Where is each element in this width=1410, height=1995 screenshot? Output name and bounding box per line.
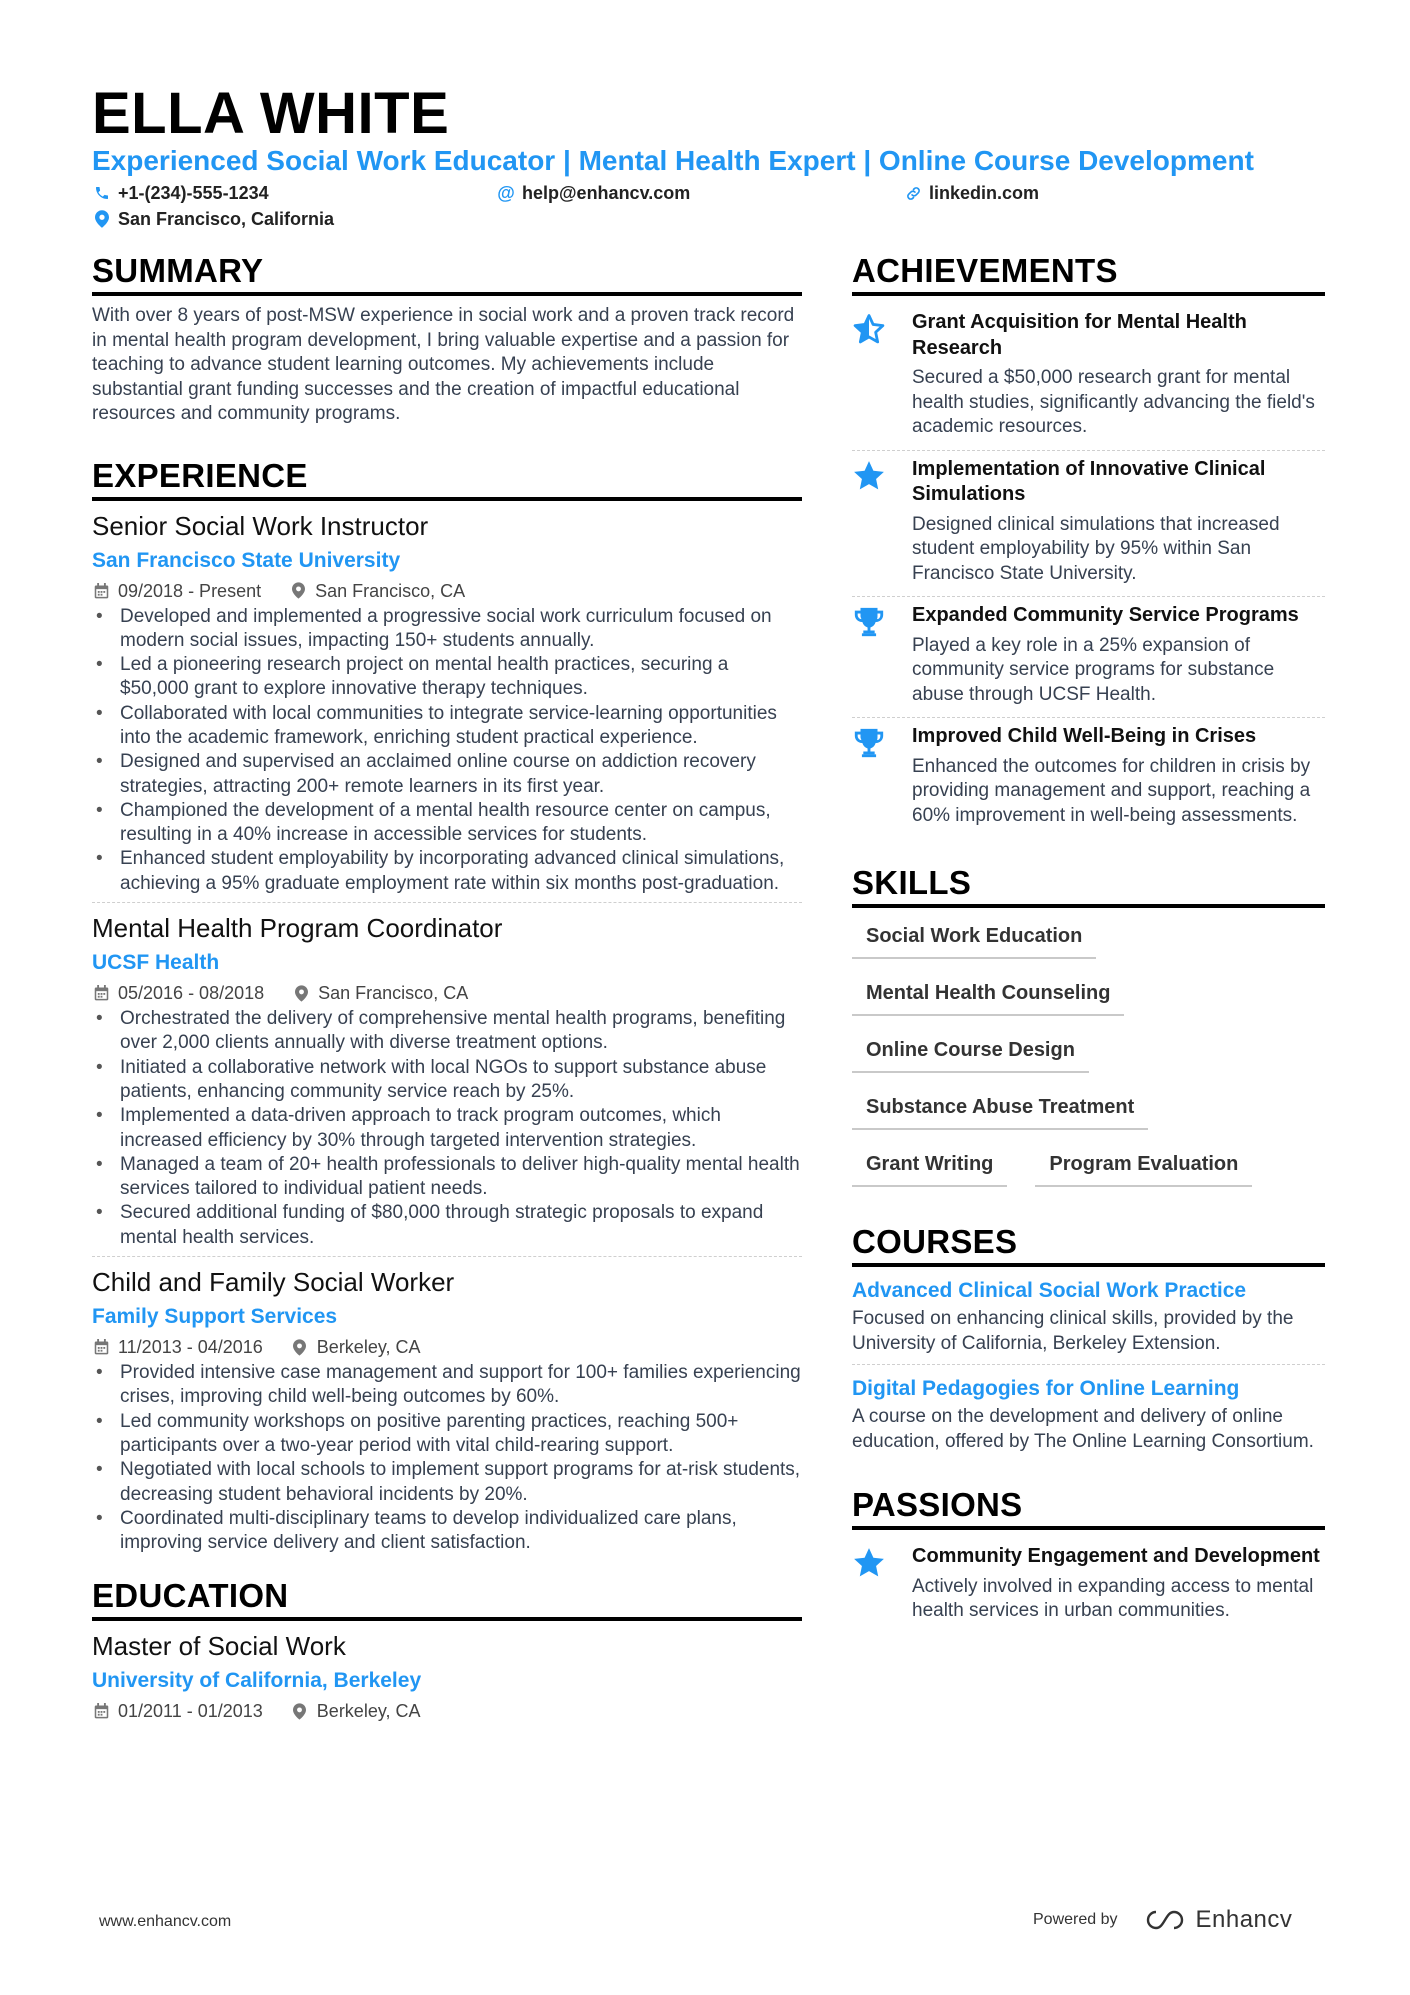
contact-linkedin[interactable] bbox=[903, 181, 1039, 205]
achievement-item bbox=[852, 451, 1325, 598]
job-location bbox=[292, 981, 468, 1005]
linkedin-text: linkedin.com bbox=[929, 183, 1040, 203]
achievements-heading: ACHIEVEMENTS bbox=[852, 250, 1325, 296]
powered-by-text: Powered by bbox=[1033, 1911, 1118, 1928]
courses-heading: COURSES bbox=[852, 1221, 1325, 1267]
item-text bbox=[912, 457, 1325, 587]
contact-phone[interactable] bbox=[92, 181, 269, 205]
calendar-icon bbox=[92, 1338, 110, 1356]
left-column bbox=[92, 250, 802, 1723]
star-outline-icon bbox=[852, 310, 912, 440]
item-title: Expanded Community Service Programs bbox=[912, 604, 1299, 626]
job-title: Mental Health Program Coordinator bbox=[92, 913, 503, 944]
course-item bbox=[852, 1275, 1325, 1365]
experience-item bbox=[92, 1265, 802, 1555]
footer-website[interactable]: www.enhancv.com bbox=[99, 1913, 232, 1930]
skills-list bbox=[852, 916, 1325, 1201]
skill-tag: Online Course Design bbox=[852, 1030, 1089, 1073]
passion-item bbox=[852, 1538, 1325, 1634]
star-icon bbox=[852, 1544, 912, 1624]
job-bullet: • Led community workshops on positive parenting practices, reaching 500+ participants over a two-year period with vital child-rearing support. bbox=[92, 1410, 802, 1459]
trophy-icon bbox=[852, 603, 912, 707]
job-bullet: • Implemented a data-driven approach to track program outcomes, which increased efficiency by 30% through targeted intervention strategies. bbox=[92, 1104, 802, 1153]
calendar-icon bbox=[92, 1702, 110, 1720]
footer-branding bbox=[1033, 1906, 1292, 1934]
job-bullet: • Collaborated with local communities to integrate service-learning opportunities into the academic framework, enriching student practical experience. bbox=[92, 702, 802, 751]
education-section bbox=[92, 1575, 802, 1723]
job-bullets bbox=[92, 605, 802, 897]
skill-tag: Program Evaluation bbox=[1035, 1144, 1252, 1187]
job-dates-text: 05/2016 - 08/2018 bbox=[118, 983, 265, 1004]
location-pin-icon bbox=[291, 1338, 309, 1356]
job-bullet: • Enhanced student employability by incorporating advanced clinical simulations, achieving a 95% graduate employment rate within six months post-graduation. bbox=[92, 847, 802, 896]
item-description: Designed clinical simulations that increased student employability by 95% within San Francisco State University. bbox=[912, 513, 1280, 584]
location-pin-icon bbox=[291, 1702, 309, 1720]
experience-heading: EXPERIENCE bbox=[92, 455, 802, 501]
company-name: San Francisco State University bbox=[92, 548, 401, 572]
education-location-text: Berkeley, CA bbox=[316, 1701, 421, 1722]
phone-icon bbox=[92, 183, 112, 203]
education-location bbox=[291, 1699, 421, 1723]
job-dates-text: 09/2018 - Present bbox=[118, 580, 262, 601]
job-dates bbox=[92, 981, 264, 1005]
link-icon bbox=[903, 183, 923, 203]
item-description: Enhanced the outcomes for children in crisis by providing management and support, reaching a 60% improvement in well-being assessments. bbox=[912, 755, 1311, 826]
passions-section bbox=[852, 1484, 1325, 1634]
course-title: Digital Pedagogies for Online Learning bbox=[852, 1377, 1240, 1400]
location-text: San Francisco, California bbox=[118, 209, 335, 229]
item-description: Secured a $50,000 research grant for mental health studies, significantly advancing the field's academic resources. bbox=[912, 367, 1315, 437]
education-dates bbox=[92, 1699, 263, 1723]
summary-section bbox=[92, 250, 802, 427]
trophy-icon bbox=[852, 724, 912, 828]
achievements-list bbox=[852, 304, 1325, 838]
contact-email[interactable] bbox=[496, 181, 690, 205]
job-bullet: • Managed a team of 20+ health professionals to deliver high-quality mental health services tailored to individual patient needs. bbox=[92, 1153, 802, 1202]
phone-text: +1-(234)-555-1234 bbox=[118, 183, 269, 203]
achievement-item bbox=[852, 597, 1325, 718]
job-bullet: • Secured additional funding of $80,000 through strategic proposals to expand mental health services. bbox=[92, 1201, 802, 1250]
skill-row bbox=[852, 1030, 1325, 1087]
achievement-item bbox=[852, 718, 1325, 838]
item-title: Improved Child Well-Being in Crises bbox=[912, 725, 1257, 747]
item-title: Implementation of Innovative Clinical Simulations bbox=[912, 457, 1266, 505]
achievements-section bbox=[852, 250, 1325, 838]
job-location-text: Berkeley, CA bbox=[316, 1337, 421, 1358]
course-item bbox=[852, 1373, 1325, 1462]
email-text: help@enhancv.com bbox=[522, 183, 691, 203]
job-meta bbox=[92, 981, 802, 1005]
skill-tag: Grant Writing bbox=[852, 1144, 1007, 1187]
education-meta bbox=[92, 1699, 802, 1723]
job-dates-text: 11/2013 - 04/2016 bbox=[118, 1337, 263, 1358]
job-location bbox=[291, 1335, 421, 1359]
course-description: A course on the development and delivery of online education, offered by The Online Learning Consortium. bbox=[852, 1406, 1314, 1452]
calendar-icon bbox=[92, 984, 110, 1002]
job-bullet: • Negotiated with local schools to implement support programs for at-risk students, decreasing student behavioral incidents by 20%. bbox=[92, 1458, 802, 1507]
course-title: Advanced Clinical Social Work Practice bbox=[852, 1279, 1247, 1302]
course-description: Focused on enhancing clinical skills, provided by the University of California, Berkeley Extension. bbox=[852, 1308, 1294, 1354]
education-heading: EDUCATION bbox=[92, 1575, 802, 1621]
item-text bbox=[912, 724, 1325, 828]
item-description: Played a key role in a 25% expansion of community service programs for substance abuse through UCSF Health. bbox=[912, 634, 1275, 705]
job-dates bbox=[92, 1335, 263, 1359]
skills-heading: SKILLS bbox=[852, 862, 1325, 908]
skill-row bbox=[852, 1087, 1325, 1144]
job-bullet: • Provided intensive case management and support for 100+ families experiencing crises, improving child well-being outcomes by 60%. bbox=[92, 1361, 802, 1410]
candidate-name: ELLA WHITE bbox=[92, 81, 450, 146]
experience-item bbox=[92, 911, 802, 1250]
job-location-text: San Francisco, CA bbox=[318, 983, 469, 1004]
right-column bbox=[852, 250, 1325, 1634]
job-title: Child and Family Social Worker bbox=[92, 1267, 455, 1298]
summary-text: With over 8 years of post-MSW experience in social work and a proven track record in mental health program development, I bring valuable expertise and a passion for teaching to advance student learning outcomes. My achievements include substantial grant funding successes and the creation of impactful educational resources and community programs. bbox=[92, 305, 795, 424]
school: University of California, Berkeley bbox=[92, 1669, 422, 1693]
at-icon: @ bbox=[497, 183, 515, 203]
courses-section bbox=[852, 1221, 1325, 1462]
brand-name: Enhancv bbox=[1195, 1906, 1293, 1933]
skill-row bbox=[852, 1144, 1325, 1201]
job-title: Senior Social Work Instructor bbox=[92, 510, 429, 541]
job-bullets bbox=[92, 1361, 802, 1555]
item-text bbox=[912, 1544, 1325, 1624]
headline: Experienced Social Work Educator | Mental Health Expert | Online Course Development bbox=[92, 145, 1254, 176]
skill-tag: Mental Health Counseling bbox=[852, 973, 1124, 1016]
item-title: Community Engagement and Development bbox=[912, 1545, 1320, 1567]
summary-heading: SUMMARY bbox=[92, 250, 802, 296]
job-bullet: • Championed the development of a mental health resource center on campus, resulting in a 40% increase in accessible services for students. bbox=[92, 799, 802, 848]
item-description: Actively involved in expanding access to mental health services in urban communities. bbox=[912, 1575, 1314, 1621]
job-meta bbox=[92, 579, 802, 603]
job-dates bbox=[92, 579, 261, 603]
skills-section bbox=[852, 862, 1325, 1201]
company-name: Family Support Services bbox=[92, 1305, 338, 1329]
job-bullets bbox=[92, 1007, 802, 1250]
experience-list bbox=[92, 509, 802, 1556]
education-dates-text: 01/2011 - 01/2013 bbox=[118, 1701, 263, 1722]
job-location bbox=[289, 579, 465, 603]
divider bbox=[92, 1256, 802, 1257]
achievement-item bbox=[852, 304, 1325, 451]
degree: Master of Social Work bbox=[92, 1631, 346, 1662]
job-bullet: • Orchestrated the delivery of comprehensive mental health programs, benefiting over 2,000 clients annually with diverse treatment options. bbox=[92, 1007, 802, 1056]
enhancv-logo-icon bbox=[1144, 1908, 1190, 1932]
experience-section bbox=[92, 455, 802, 1556]
calendar-icon bbox=[92, 582, 110, 600]
job-location-text: San Francisco, CA bbox=[315, 580, 466, 601]
item-text bbox=[912, 603, 1325, 707]
location-pin-icon bbox=[92, 209, 112, 229]
enhancv-logo[interactable] bbox=[1144, 1906, 1293, 1934]
job-bullet: • Designed and supervised an acclaimed online course on addiction recovery strategies, attracting 200+ remote learners in its first year. bbox=[92, 750, 802, 799]
job-meta bbox=[92, 1335, 802, 1359]
divider bbox=[92, 902, 802, 903]
passions-list bbox=[852, 1538, 1325, 1634]
courses-list bbox=[852, 1275, 1325, 1462]
passions-heading: PASSIONS bbox=[852, 1484, 1325, 1530]
skill-row bbox=[852, 973, 1325, 1030]
item-title: Grant Acquisition for Mental Health Research bbox=[912, 311, 1247, 359]
job-bullet: • Developed and implemented a progressive social work curriculum focused on modern social issues, impacting 150+ students annually. bbox=[92, 605, 802, 654]
experience-item bbox=[92, 509, 802, 897]
location-pin-icon bbox=[292, 984, 310, 1002]
job-bullet: • Led a pioneering research project on mental health practices, securing a $50,000 grant to explore innovative therapy techniques. bbox=[92, 653, 802, 702]
location-pin-icon bbox=[289, 582, 307, 600]
skill-row bbox=[852, 916, 1325, 973]
star-icon bbox=[852, 457, 912, 587]
company-name: UCSF Health bbox=[92, 951, 220, 975]
item-text bbox=[912, 310, 1325, 440]
skill-tag: Social Work Education bbox=[852, 916, 1096, 959]
job-bullet: • Initiated a collaborative network with local NGOs to support substance abuse patients, enhancing community service reach by 25%. bbox=[92, 1056, 802, 1105]
job-bullet: • Coordinated multi-disciplinary teams to develop individualized care plans, improving service delivery and client satisfaction. bbox=[92, 1507, 802, 1556]
contact-location bbox=[92, 207, 334, 231]
skill-tag: Substance Abuse Treatment bbox=[852, 1087, 1148, 1130]
